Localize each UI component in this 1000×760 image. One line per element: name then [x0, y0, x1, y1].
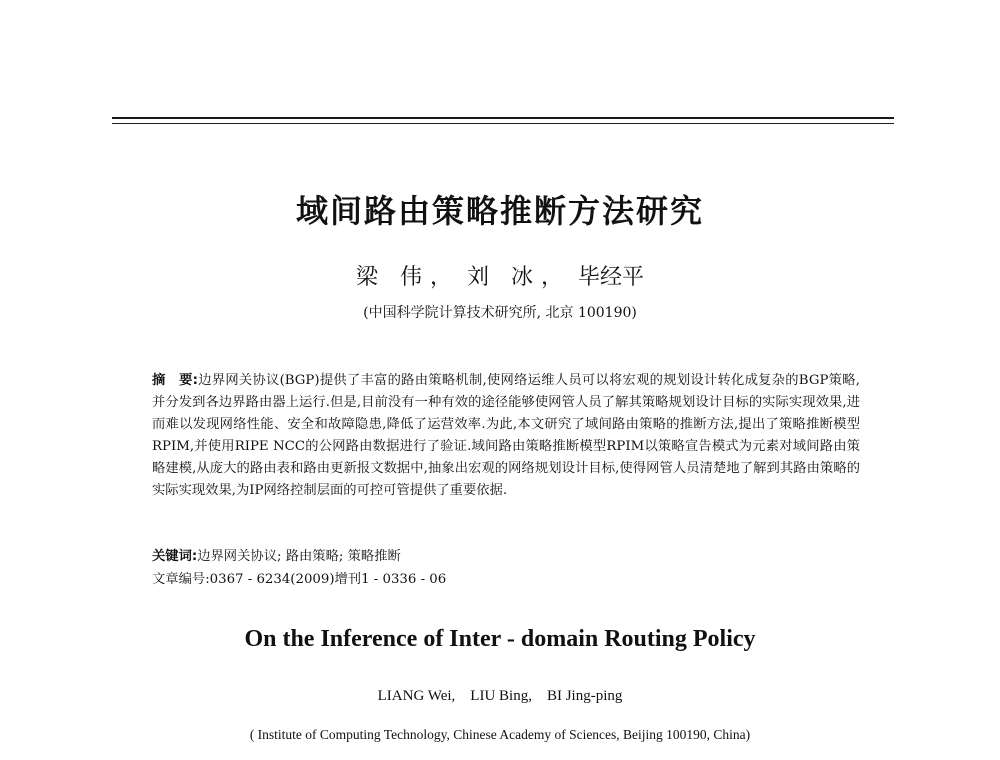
author-1: 梁 伟 — [355, 265, 422, 290]
document-number-colon: : — [205, 572, 210, 587]
header-rule-thin — [112, 123, 894, 124]
author-2: 刘 冰 — [466, 265, 533, 290]
chinese-affiliation: (中国科学院计算技术研究所, 北京 100190) — [363, 305, 637, 321]
abstract-text: 边界网关协议(BGP)提供了丰富的路由策略机制,使网络运维人员可以将宏观的规划设计转化成复杂的BGP策略,并分发到各边界路由器上运行.但是,目前没有一种有效的途径能够使网管人员了解其策略规划设计目标的实际实现效果,进而难以发现网络性能、安全和故障隐患,降低了运营效率.为此,本文研究了域间路由策略的推断方法,提出了策略推断模型RPIM,并使用RIPE NCC的公网路由数据进行了验证.域间路由策略推断模型RPIM以策略宣告模式为元素对域间路由策略建模,从庞大的路由表和路由更新报文数据中,抽象出宏观的网络规划设计目标,使得网管人员清楚地了解到其路由策略的实际实现效果,为IP网络控制层面的可控可管提供了重要依据. — [152, 373, 860, 498]
chinese-authors — [0, 260, 1000, 291]
english-affiliation: ( Institute of Computing Technology, Chinese Academy of Sciences, Beijing 100190, China) — [249, 727, 751, 742]
header-rule-thick — [112, 117, 894, 119]
keywords — [152, 545, 401, 564]
author-separator-1: ， — [429, 265, 452, 290]
keywords-colon: : — [191, 549, 198, 564]
author-3: 毕经平 — [578, 265, 645, 290]
english-title: On the Inference of Inter - domain Routing Policy — [244, 626, 756, 652]
abstract-label: 摘 要 — [152, 373, 193, 388]
chinese-title: 域间路由策略推断方法研究 — [295, 192, 704, 230]
author-separator-2: ， — [541, 265, 564, 290]
abstract — [152, 370, 860, 502]
abstract-colon: : — [192, 373, 198, 388]
english-authors: LIANG Wei, LIU Bing, BI Jing-ping — [377, 688, 623, 704]
document-number — [152, 568, 446, 587]
keywords-label: 关键词 — [152, 549, 192, 564]
document-number-label: 文章编号 — [152, 572, 206, 587]
keywords-text: 边界网关协议; 路由策略; 策略推断 — [197, 549, 401, 564]
document-number-text: 0367 - 6234(2009)增刊1 - 0336 - 06 — [209, 572, 447, 587]
